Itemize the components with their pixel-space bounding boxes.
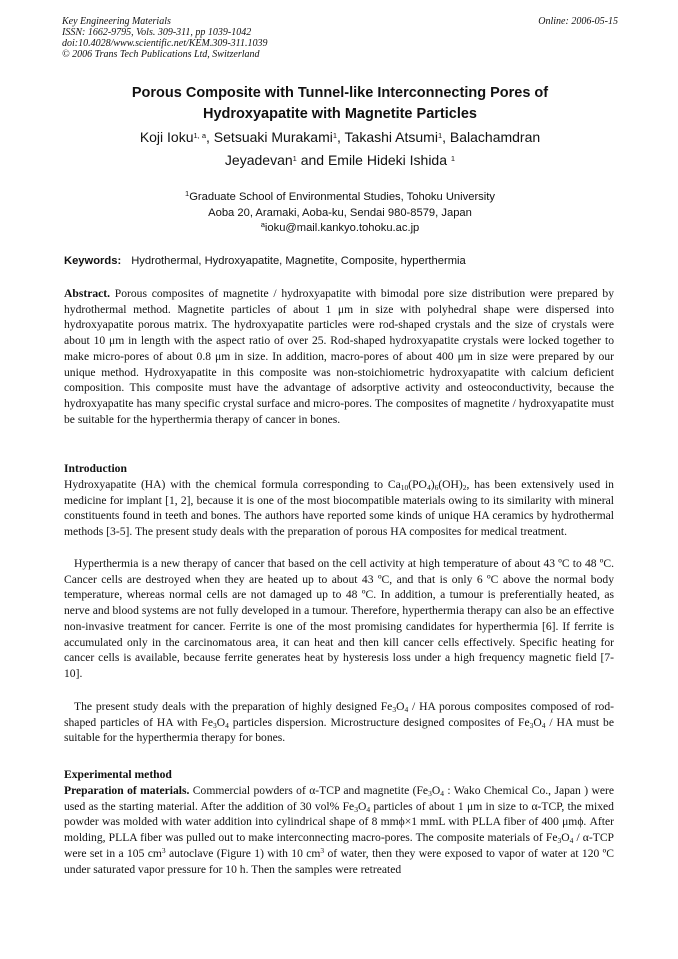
method-paragraph — [64, 783, 614, 877]
subscript: 4 — [541, 720, 546, 730]
text-run: O — [357, 799, 367, 813]
intro-paragraph-2: Hyperthermia is a new therapy of cancer that based on the cell activity at high temperature of about 43 ºC to 48 ºC. Cancer cells are destroyed when they are heated up to about 43 ºC, and that is only 6 ºC above the normal body temperature, whereas normal cells are not damaged up to 48 ºC. In addition, a tumour is preferentially heated, as nerve and blood systems are not fully developed in a tumour. Therefore, hyperthermia therapy can also be an effective non-invasive treatment for cancer. Ferrite is one of the most promising candidates for hyperthermia [6]. If ferrite is accumulated only in the carcinomatous area, it can heat and then kill cancer cells effectively. Specific heating for cancer cells is available, because ferrite generates heat by hysteresis loss under a high frequency magnetic field [7-10]. — [64, 557, 614, 680]
paper-title-line-2: Hydroxyapatite with Magnetite Particles — [203, 106, 477, 122]
keywords-line — [64, 254, 620, 268]
intro-paragraph-3 — [64, 699, 614, 746]
text-run: O — [533, 715, 542, 729]
affiliation-name: Graduate School of Environmental Studies, Tohoku University — [189, 191, 495, 203]
author-name: Jeyadevan — [224, 152, 293, 168]
subscript: 3 — [354, 804, 358, 814]
abstract-paragraph — [64, 286, 614, 427]
subscript: 4 — [426, 483, 431, 492]
issn-line: ISSN: 1662-9795, Vols. 309-311, pp 1039-1042 — [62, 27, 252, 38]
email-address: ioku@mail.kankyo.tohoku.ac.jp — [264, 222, 420, 234]
text-run: Hydroxyapatite (HA) with the chemical formula corresponding to Ca — [64, 478, 401, 491]
journal-name: Key Engineering Materials — [62, 16, 171, 27]
subscript: 6 — [434, 483, 439, 492]
introduction-heading: Introduction — [64, 462, 127, 475]
author-sup: 1 — [292, 154, 297, 163]
affiliation-line-2: Aoba 20, Aramaki, Aoba-ku, Sendai 980-8579, Japan — [208, 207, 472, 219]
author-name: Koji Ioku — [139, 129, 194, 145]
copyright-line: © 2006 Trans Tech Publications Ltd, Switzerland — [62, 49, 260, 60]
text-run: : Wako Chemical Co., Japan ) were used as the starting material. After the addition of 30 vol% Fe — [64, 784, 615, 813]
author-name: , Takashi Atsumi — [337, 129, 438, 145]
email-sup: a — [260, 220, 265, 229]
affiliation-email — [62, 220, 618, 236]
author-name: , Balachamdran — [442, 129, 541, 145]
author-sup: 1 — [437, 131, 443, 140]
author-sup: 1, a — [193, 131, 207, 140]
subscript: 4 — [569, 836, 574, 846]
subscript: 4 — [440, 789, 444, 798]
text-run: / HA must be suitable for the hyperthermia therapy for bones. — [64, 715, 614, 745]
online-date: Online: 2006-05-15 — [538, 16, 618, 27]
subscript: 3 — [392, 705, 397, 714]
subscript: 2 — [462, 483, 467, 492]
text-run: / HA porous composites composed of rod-shaped particles of HA with Fe — [64, 700, 615, 729]
subscript: 3 — [213, 720, 217, 730]
text-run: / α-TCP were set in a 105 cm — [64, 831, 615, 860]
text-run: autoclave (Figure 1) with 10 cm — [165, 846, 321, 860]
author-name: , Setsuaki Murakami — [206, 129, 333, 145]
keywords-value: Hydrothermal, Hydroxyapatite, Magnetite, Composite, hyperthermia — [131, 255, 466, 267]
abstract-label: Abstract. — [64, 287, 111, 300]
text-run: (OH) — [438, 478, 463, 491]
subscript: 4 — [404, 705, 409, 714]
affiliation-sup: 1 — [185, 189, 190, 198]
affiliation-line-1 — [62, 189, 618, 205]
text-run: particles dispersion. Microstructure designed composites of Fe — [228, 715, 530, 729]
text-run: O — [216, 715, 226, 729]
text-run: O — [396, 700, 405, 713]
abstract-text: Porous composites of magnetite / hydroxyapatite with bimodal pore size distribution were prepared by hydrothermal method. Magnetite particles of about 1 μm in size with polyhedral shape were dispersed into hydroxyapatite porous matrix. The hydroxyapatite particles were rod-shaped crystals and the size of crystals were about 10 μm in length with the aspect ratio of over 25. Rod-shaped hydroxyapatite crystals were locked together to make micro-pores of about 0.8 μm in size. In addition, macro-pores of about 400 μm in size were prepared by our unique method. Hydroxyapatite in this composite was non-stoichiometric hydroxyapatite with calcium deficient composition. This composite must have the advantage of adsorptive activity and osteoconductivity, because the hydroxyapatite has many specific crystal surface and micro-pores. The composites of magnetite / hydroxyapatite must be suitable for the hyperthermia therapy of cancer in bones. — [64, 287, 614, 426]
text-run: O — [561, 831, 570, 845]
text-run: , has been extensively used in medicine for implant [1, 2], because it is one of the most biocompatible materials owing to its similarity with mineral constituents found in teeth and bones. The authors have reported some kinds of unique HA ceramics by hydrothermal methods [3-5]. The present study deals with the preparation of porous HA composites for medical treatment. — [64, 478, 614, 539]
text-run: particles of about 1 μm in size to α-TCP, the mixed powder was molded with water addition into cylindrical shape of 8 mmϕ×1 mmL with PLLA fiber of 400 μmϕ. After molding, PLLA fiber was pulled out to make interconnecting macro-pores. The composite materials of Fe — [64, 799, 614, 845]
subscript: 4 — [225, 720, 229, 730]
preparation-label: Preparation of materials. — [64, 784, 190, 797]
paper-title-line-1: Porous Composite with Tunnel-like Interconnecting Pores of — [131, 85, 549, 101]
author-sup: 1 — [450, 154, 456, 163]
subscript: 3 — [557, 836, 562, 846]
doi-line: doi:10.4028/www.scientific.net/KEM.309-311.1039 — [62, 38, 268, 49]
subscript: 10 — [400, 483, 409, 492]
superscript: 3 — [320, 845, 325, 855]
text-run: ) — [430, 478, 435, 491]
text-run: O — [431, 784, 441, 797]
authors-line-2 — [62, 149, 618, 171]
text-run: The present study deals with the preparation of highly designed Fe — [74, 700, 393, 713]
superscript: 3 — [161, 845, 166, 855]
subscript: 3 — [529, 720, 534, 730]
subscript: 4 — [366, 804, 371, 814]
text-run: (PO — [408, 478, 427, 491]
keywords-label: Keywords: — [64, 255, 122, 267]
journal-header — [62, 16, 618, 60]
text-run: of water, then they were exposed to vapor of water at 120 ºC under saturated vapor pressure for 10 h. Then the samples were retreated — [64, 846, 614, 876]
subscript: 3 — [428, 789, 432, 798]
intro-paragraph-1 — [64, 477, 614, 540]
experimental-method-heading: Experimental method — [64, 768, 172, 781]
author-sup: 1 — [332, 131, 338, 140]
authors-line-1 — [62, 126, 618, 148]
author-name: and Emile Hideki Ishida — [296, 152, 451, 168]
text-run: Commercial powders of α-TCP and magnetite (Fe — [189, 784, 429, 797]
